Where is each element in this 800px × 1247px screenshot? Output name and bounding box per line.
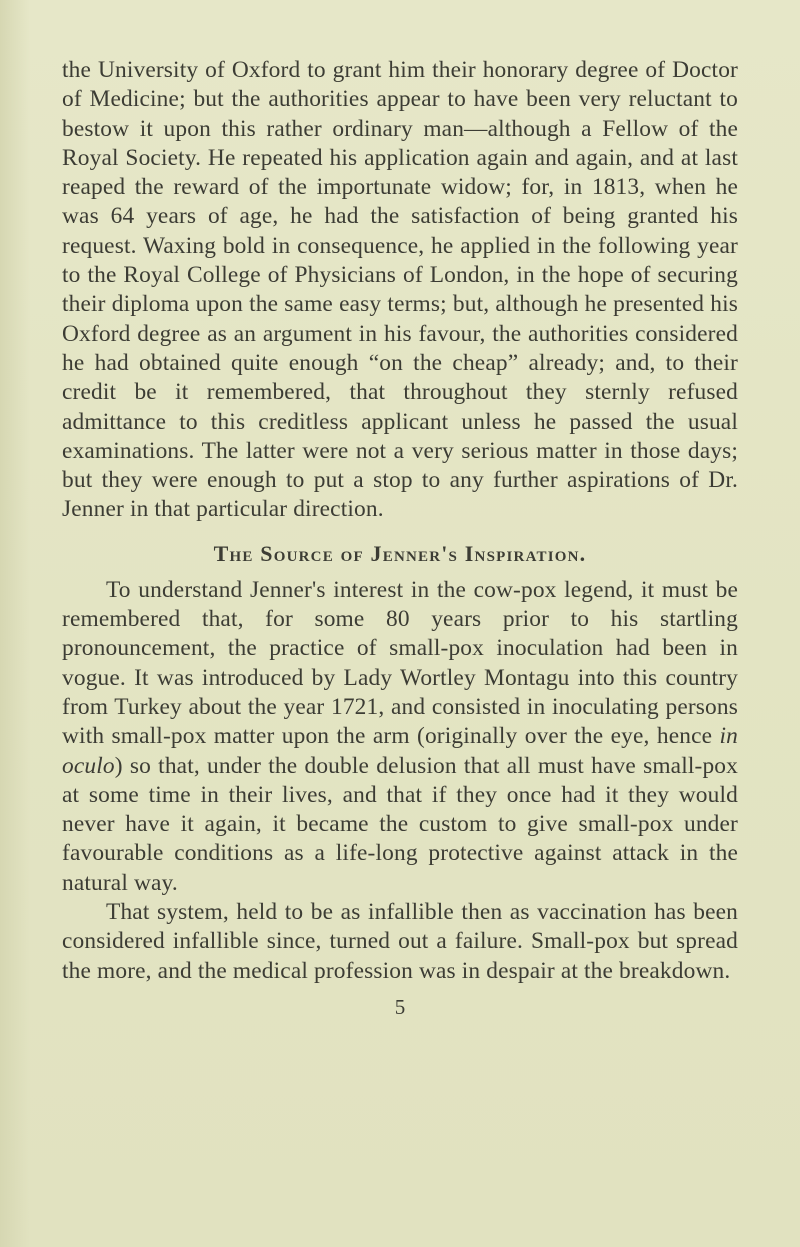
page-number: 5	[394, 994, 406, 1019]
paragraph-2-text-a: To understand Jenner's interest in the cow-pox legend, it must be remembered that, for some 80 years prior to his startling pronouncement, the practice of small-pox inoculation had been in vogue. It was introduced by Lady Wortley Montagu into this country from Turkey about the year 1721, and consisted in inoculating persons with small-pox matter upon the arm (originally over the eye, hence	[62, 576, 738, 750]
body-paragraph-2	[62, 576, 738, 898]
paragraph-2-latin-term: in oculo	[62, 723, 738, 779]
section-heading: The Source of Jenner's Inspiration.	[213, 540, 587, 566]
paragraph-2-text-b: ) so that, under the double delusion that all must have small-pox at some time in their lives, and that if they once had it they would never have it again, it became the custom to give small-pox under favourable conditions as a life-long protective against attack in the natural way.	[62, 752, 738, 896]
body-paragraph-1: the University of Oxford to grant him their honorary degree of Doctor of Medicine; but the authorities appear to have been very reluctant to bestow it upon this rather ordinary man—although a Fellow of the Royal Society. He repeated his application again and again, and at last reaped the reward of the importunate widow; for, in 1813, when he was 64 years of age, he had the satisfaction of being granted his request. Waxing bold in consequence, he applied in the following year to the Royal College of Physicians of London, in the hope of securing their diploma upon the same easy terms; but, although he presented his Oxford degree as an argument in his favour, the authorities considered he had obtained quite enough “on the cheap” already; and, to their credit be it remembered, that throughout they sternly refused admittance to this creditless applicant unless he passed the usual examinations. The latter were not a very serious matter in those days; but they were enough to put a stop to any further aspirations of Dr. Jenner in that particular direction.	[62, 57, 738, 523]
body-paragraph-3: That system, held to be as infallible then as vaccination has been considered infallible since, turned out a failure. Small-pox but spread the more, and the medical profession was in despair at the breakdown.	[62, 899, 738, 984]
